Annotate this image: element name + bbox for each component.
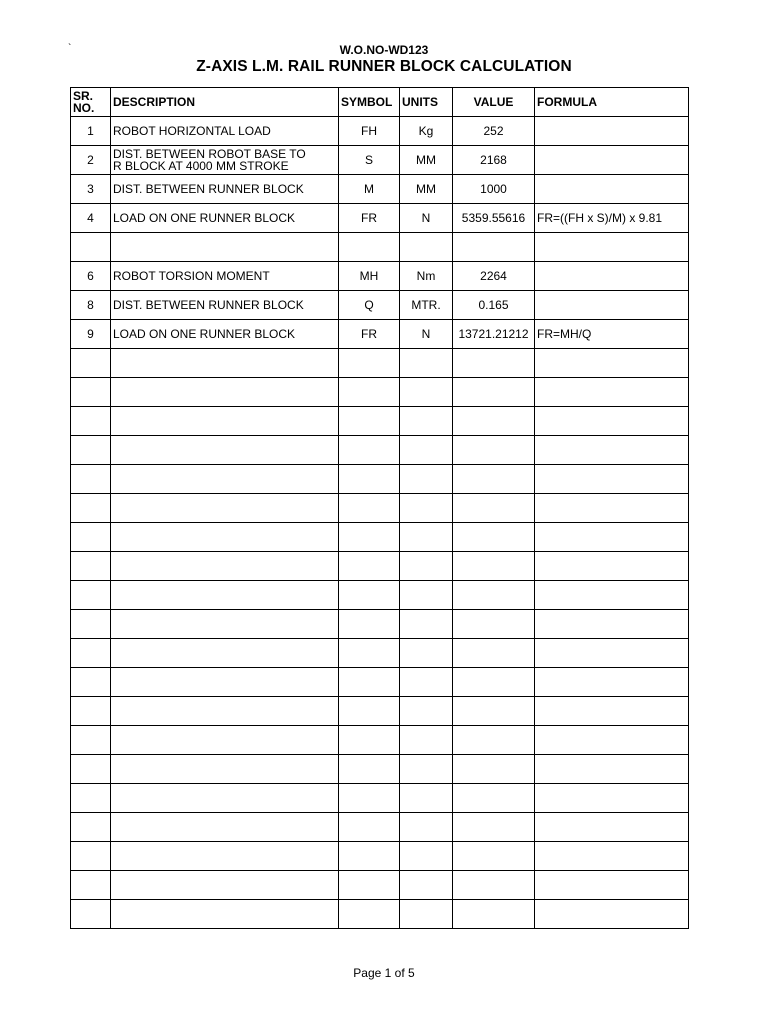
column-header-formula: FORMULA xyxy=(535,88,689,117)
cell-sr xyxy=(71,639,111,668)
cell-sr xyxy=(71,581,111,610)
table-row xyxy=(71,175,689,204)
cell-units xyxy=(400,523,453,552)
table-row xyxy=(71,233,689,262)
cell-units xyxy=(400,552,453,581)
cell-units: Kg xyxy=(400,117,453,146)
cell-symbol xyxy=(339,755,400,784)
table-row-empty xyxy=(71,378,689,407)
cell-sr xyxy=(71,233,111,262)
cell-symbol xyxy=(339,523,400,552)
cell-units xyxy=(400,378,453,407)
cell-symbol: FR xyxy=(339,320,400,349)
cell-symbol: M xyxy=(339,175,400,204)
cell-formula xyxy=(535,552,689,581)
cell-sr: 3 xyxy=(71,175,111,204)
cell-value xyxy=(453,610,535,639)
cell-units xyxy=(400,494,453,523)
cell-formula xyxy=(535,465,689,494)
cell-description xyxy=(111,784,339,813)
cell-units xyxy=(400,784,453,813)
table-row-empty xyxy=(71,755,689,784)
cell-units xyxy=(400,755,453,784)
cell-symbol xyxy=(339,581,400,610)
cell-value: 252 xyxy=(453,117,535,146)
cell-value xyxy=(453,668,535,697)
cell-formula xyxy=(535,117,689,146)
table-row-empty xyxy=(71,639,689,668)
cell-value xyxy=(453,639,535,668)
cell-formula xyxy=(535,407,689,436)
cell-formula xyxy=(535,784,689,813)
cell-sr: 2 xyxy=(71,146,111,175)
cell-value xyxy=(453,552,535,581)
cell-formula xyxy=(535,668,689,697)
table-header-row xyxy=(71,88,689,117)
cell-value: 5359.55616 xyxy=(453,204,535,233)
cell-symbol xyxy=(339,407,400,436)
column-header-value: VALUE xyxy=(453,88,535,117)
table-row-empty xyxy=(71,784,689,813)
cell-value xyxy=(453,755,535,784)
cell-units: MM xyxy=(400,146,453,175)
cell-description xyxy=(111,494,339,523)
column-header-symbol: SYMBOL xyxy=(339,88,400,117)
cell-value xyxy=(453,378,535,407)
work-order-number: W.O.NO-WD123 xyxy=(339,43,429,57)
cell-description: DIST. BETWEEN ROBOT BASE TO R BLOCK AT 4000 MM STROKE xyxy=(111,146,339,175)
cell-description: LOAD ON ONE RUNNER BLOCK xyxy=(111,320,339,349)
cell-description xyxy=(111,813,339,842)
cell-units: N xyxy=(400,204,453,233)
cell-description xyxy=(111,871,339,900)
cell-symbol xyxy=(339,639,400,668)
cell-formula xyxy=(535,755,689,784)
cell-description: DIST. BETWEEN RUNNER BLOCK xyxy=(111,175,339,204)
cell-description: DIST. BETWEEN RUNNER BLOCK xyxy=(111,291,339,320)
cell-formula xyxy=(535,233,689,262)
cell-symbol xyxy=(339,697,400,726)
table-row-empty xyxy=(71,697,689,726)
cell-sr: 4 xyxy=(71,204,111,233)
cell-symbol xyxy=(339,349,400,378)
cell-symbol xyxy=(339,610,400,639)
table-row xyxy=(71,262,689,291)
cell-formula xyxy=(535,494,689,523)
column-header-sr-no xyxy=(71,88,111,117)
cell-description xyxy=(111,697,339,726)
cell-units xyxy=(400,871,453,900)
cell-sr xyxy=(71,494,111,523)
cell-sr xyxy=(71,871,111,900)
cell-units xyxy=(400,610,453,639)
cell-description xyxy=(111,523,339,552)
table-row-empty xyxy=(71,465,689,494)
cell-formula xyxy=(535,842,689,871)
cell-description xyxy=(111,900,339,929)
cell-value: 2168 xyxy=(453,146,535,175)
cell-description xyxy=(111,436,339,465)
cell-description xyxy=(111,581,339,610)
cell-value xyxy=(453,900,535,929)
cell-value xyxy=(453,813,535,842)
cell-value xyxy=(453,349,535,378)
cell-sr xyxy=(71,784,111,813)
cell-units xyxy=(400,668,453,697)
cell-units xyxy=(400,233,453,262)
cell-sr: 8 xyxy=(71,291,111,320)
table-row-empty xyxy=(71,668,689,697)
cell-units: Nm xyxy=(400,262,453,291)
cell-formula xyxy=(535,349,689,378)
cell-formula: FR=((FH x S)/M) x 9.81 xyxy=(535,204,689,233)
cell-description xyxy=(111,639,339,668)
cell-formula xyxy=(535,175,689,204)
cell-description xyxy=(111,610,339,639)
cell-symbol xyxy=(339,813,400,842)
table-row xyxy=(71,291,689,320)
cell-formula: FR=MH/Q xyxy=(535,320,689,349)
cell-description xyxy=(111,726,339,755)
cell-value xyxy=(453,523,535,552)
cell-value xyxy=(453,842,535,871)
cell-formula xyxy=(535,581,689,610)
cell-units xyxy=(400,349,453,378)
sr-header-line-1: SR. xyxy=(73,89,94,103)
cell-symbol: S xyxy=(339,146,400,175)
cell-value: 2264 xyxy=(453,262,535,291)
cell-units xyxy=(400,407,453,436)
cell-units xyxy=(400,465,453,494)
cell-sr xyxy=(71,726,111,755)
cell-description xyxy=(111,233,339,262)
page-number: Page 1 of 5 xyxy=(353,966,415,980)
cell-value: 1000 xyxy=(453,175,535,204)
table-row-empty xyxy=(71,407,689,436)
calculation-table xyxy=(70,87,689,929)
table-row xyxy=(71,204,689,233)
cell-formula xyxy=(535,436,689,465)
cell-description: ROBOT HORIZONTAL LOAD xyxy=(111,117,339,146)
cell-description xyxy=(111,378,339,407)
cell-description: ROBOT TORSION MOMENT xyxy=(111,262,339,291)
page-title: Z-AXIS L.M. RAIL RUNNER BLOCK CALCULATION xyxy=(196,58,572,75)
cell-sr xyxy=(71,349,111,378)
cell-formula xyxy=(535,726,689,755)
cell-description xyxy=(111,668,339,697)
cell-sr: 9 xyxy=(71,320,111,349)
cell-formula xyxy=(535,378,689,407)
table-row-empty xyxy=(71,436,689,465)
cell-symbol xyxy=(339,233,400,262)
cell-symbol xyxy=(339,465,400,494)
table-row xyxy=(71,146,689,175)
cell-symbol: FR xyxy=(339,204,400,233)
cell-units xyxy=(400,900,453,929)
cell-units xyxy=(400,726,453,755)
cell-description xyxy=(111,552,339,581)
cell-symbol xyxy=(339,552,400,581)
cell-sr xyxy=(71,755,111,784)
cell-sr: 6 xyxy=(71,262,111,291)
cell-description xyxy=(111,755,339,784)
column-header-description: DESCRIPTION xyxy=(111,88,339,117)
cell-sr xyxy=(71,813,111,842)
cell-formula xyxy=(535,900,689,929)
cell-sr xyxy=(71,668,111,697)
cell-formula xyxy=(535,291,689,320)
table-row xyxy=(71,117,689,146)
cell-symbol: FH xyxy=(339,117,400,146)
cell-value xyxy=(453,465,535,494)
cell-sr xyxy=(71,465,111,494)
table-row-empty xyxy=(71,900,689,929)
table-row-empty xyxy=(71,581,689,610)
cell-formula xyxy=(535,523,689,552)
table-row-empty xyxy=(71,813,689,842)
cell-symbol xyxy=(339,378,400,407)
cell-value xyxy=(453,233,535,262)
cell-formula xyxy=(535,262,689,291)
cell-sr: 1 xyxy=(71,117,111,146)
cell-value xyxy=(453,697,535,726)
cell-value xyxy=(453,726,535,755)
cell-units: MTR. xyxy=(400,291,453,320)
cell-units: N xyxy=(400,320,453,349)
cell-symbol xyxy=(339,494,400,523)
table-row-empty xyxy=(71,726,689,755)
cell-symbol xyxy=(339,842,400,871)
column-header-units: UNITS xyxy=(400,88,453,117)
table-row-empty xyxy=(71,552,689,581)
cell-description: LOAD ON ONE RUNNER BLOCK xyxy=(111,204,339,233)
table-row-empty xyxy=(71,842,689,871)
cell-formula xyxy=(535,697,689,726)
cell-sr xyxy=(71,842,111,871)
cell-symbol: MH xyxy=(339,262,400,291)
table-row-empty xyxy=(71,610,689,639)
cell-description xyxy=(111,842,339,871)
cell-units xyxy=(400,639,453,668)
cell-description xyxy=(111,465,339,494)
cell-value xyxy=(453,581,535,610)
cell-value: 0.165 xyxy=(453,291,535,320)
table-row xyxy=(71,320,689,349)
table-row-empty xyxy=(71,871,689,900)
cell-units xyxy=(400,697,453,726)
corner-mark: ` xyxy=(68,43,72,54)
sr-header-line-2: NO. xyxy=(73,101,95,115)
cell-symbol xyxy=(339,726,400,755)
cell-sr xyxy=(71,610,111,639)
cell-formula xyxy=(535,813,689,842)
cell-value xyxy=(453,407,535,436)
cell-symbol xyxy=(339,668,400,697)
cell-units xyxy=(400,436,453,465)
cell-sr xyxy=(71,407,111,436)
cell-sr xyxy=(71,697,111,726)
cell-formula xyxy=(535,639,689,668)
cell-description xyxy=(111,349,339,378)
cell-value xyxy=(453,871,535,900)
table-row-empty xyxy=(71,494,689,523)
cell-units xyxy=(400,813,453,842)
cell-units: MM xyxy=(400,175,453,204)
cell-symbol xyxy=(339,900,400,929)
table-row-empty xyxy=(71,523,689,552)
cell-sr xyxy=(71,523,111,552)
table-row-empty xyxy=(71,349,689,378)
cell-sr xyxy=(71,900,111,929)
cell-symbol xyxy=(339,871,400,900)
cell-units xyxy=(400,581,453,610)
cell-formula xyxy=(535,871,689,900)
cell-symbol xyxy=(339,784,400,813)
cell-sr xyxy=(71,552,111,581)
cell-value xyxy=(453,784,535,813)
cell-formula xyxy=(535,146,689,175)
cell-value xyxy=(453,436,535,465)
cell-units xyxy=(400,842,453,871)
cell-symbol xyxy=(339,436,400,465)
cell-description xyxy=(111,407,339,436)
cell-symbol: Q xyxy=(339,291,400,320)
cell-sr xyxy=(71,378,111,407)
cell-value: 13721.21212 xyxy=(453,320,535,349)
cell-value xyxy=(453,494,535,523)
cell-sr xyxy=(71,436,111,465)
cell-formula xyxy=(535,610,689,639)
